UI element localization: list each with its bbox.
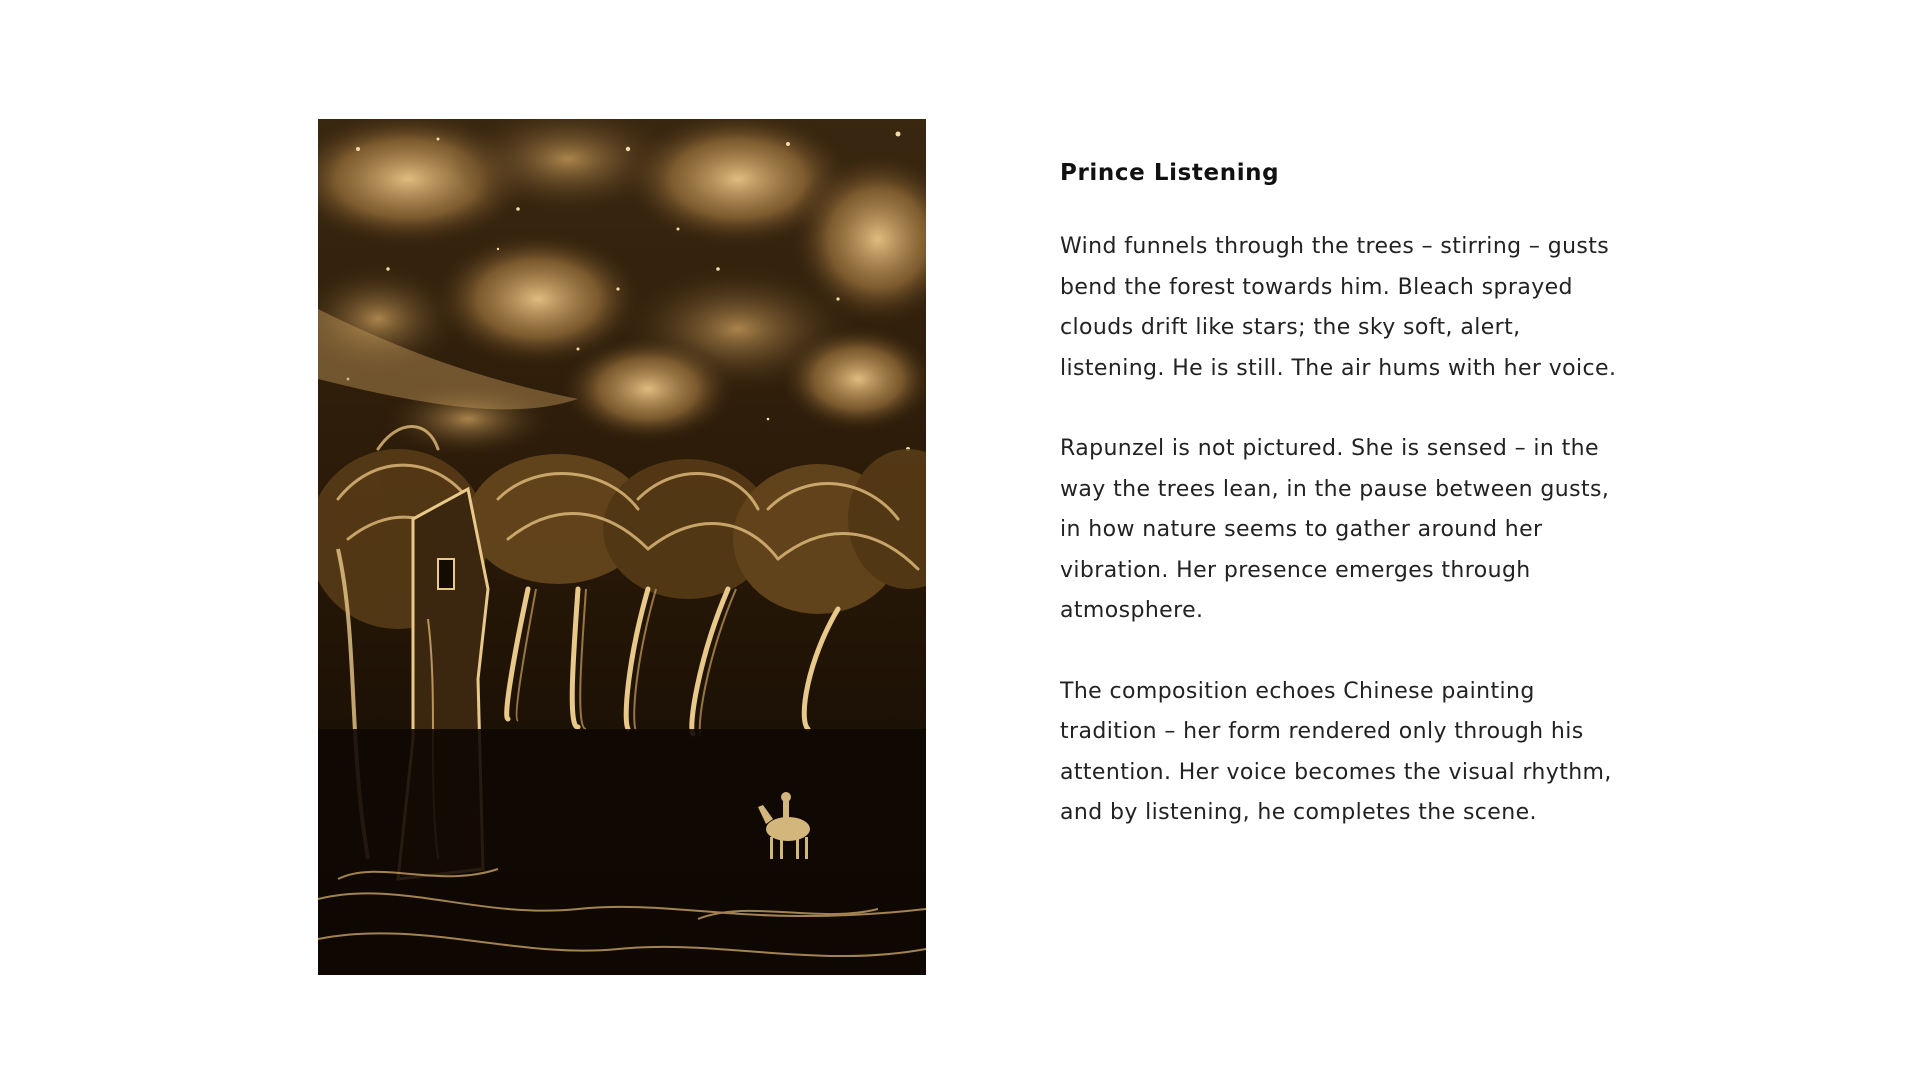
clouds-group xyxy=(318,119,926,459)
description-paragraph-1: Wind funnels through the trees – stirring – gusts bend the forest towards him. Bleach sprayed clouds drift like stars; the sky soft, alert, listening. He is still. The air hums with her voice. xyxy=(1060,234,1617,381)
description-paragraph-2: Rapunzel is not pictured. She is sensed – in the way the trees lean, in the pause between gusts, in how nature seems to gather around her vibration. Her presence emerges through atmosphere. xyxy=(1060,436,1610,623)
artwork-image xyxy=(318,119,926,975)
description-panel xyxy=(1060,160,1630,874)
artwork-title: Prince Listening xyxy=(1060,160,1280,186)
description-paragraph-3: The composition echoes Chinese painting tradition – her form rendered only through his attention. Her voice becomes the visual rhythm, and by listening, he completes the scene. xyxy=(1060,678,1612,825)
